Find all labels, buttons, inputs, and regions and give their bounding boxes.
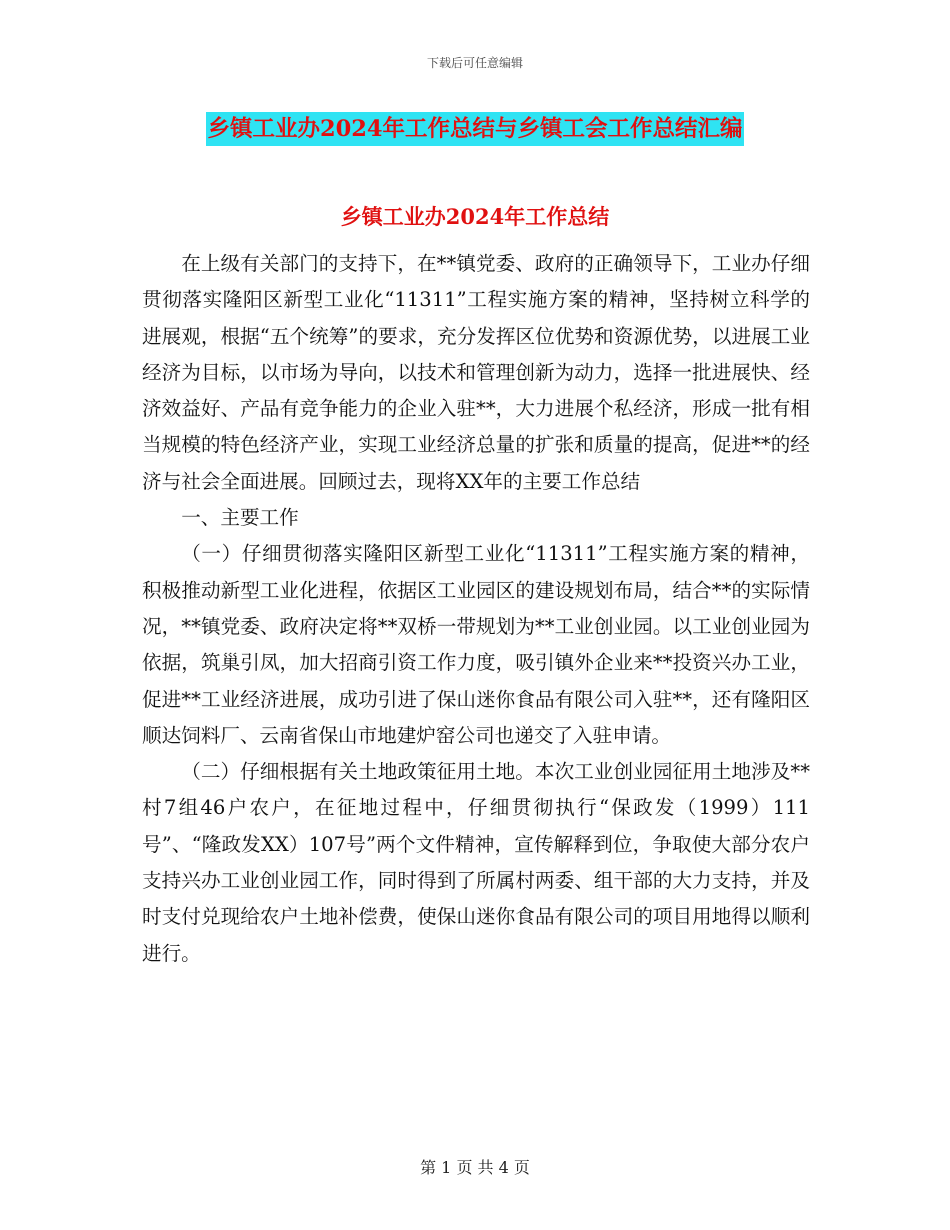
page-number-footer: 第 1 页 共 4 页	[420, 1158, 530, 1177]
paragraph-heading-main-work: 一、主要工作	[181, 506, 299, 530]
section-title: 乡镇工业办2024年工作总结	[340, 204, 610, 229]
document-title: 乡镇工业办2024年工作总结与乡镇工会工作总结汇编	[206, 112, 743, 146]
paragraph-item-2: （二）仔细根据有关土地政策征用土地。本次工业创业园征用土地涉及**村7组46户农户，在征地过程中，仔细贯彻执行“保政发（1999）111号”、“隆政发XX）107号”两个文件精神，宣传解释到位，争取使大部分农户支持兴办工业创业园工作，同时得到了所属村两委、组干部的大力支持，并及时支付兑现给农户土地补偿费，使保山迷你食品有限公司的项目用地得以顺利进行。	[142, 760, 810, 965]
paragraph-intro: 在上级有关部门的支持下，在**镇党委、政府的正确领导下，工业办仔细贯彻落实隆阳区新型工业化“11311”工程实施方案的精神，坚持树立科学的进展观，根据“五个统筹”的要求，充分发挥区位优势和资源优势，以进展工业经济为目标，以市场为导向，以技术和管理创新为动力，选择一批进展快、经济效益好、产品有竞争能力的企业入驻**，大力进展个私经济，形成一批有相当规模的特色经济产业，实现工业经济总量的扩张和质量的提高，促进**的经济与社会全面进展。回顾过去，现将XX年的主要工作总结	[142, 252, 810, 493]
main-title-wrap	[0, 112, 950, 146]
header-note: 下载后可任意编辑	[426, 56, 523, 70]
body-text	[142, 246, 810, 972]
paragraph-item-1: （一）仔细贯彻落实隆阳区新型工业化“11311”工程实施方案的精神，积极推动新型工业化进程，依据区工业园区的建设规划布局，结合**的实际情况，**镇党委、政府决定将**双桥一带规划为**工业创业园。以工业创业园为依据，筑巢引凤，加大招商引资工作力度，吸引镇外企业来**投资兴办工业，促进**工业经济进展，成功引进了保山迷你食品有限公司入驻**，还有隆阳区顺达饲料厂、云南省保山市地建炉窑公司也递交了入驻申请。	[142, 542, 810, 747]
